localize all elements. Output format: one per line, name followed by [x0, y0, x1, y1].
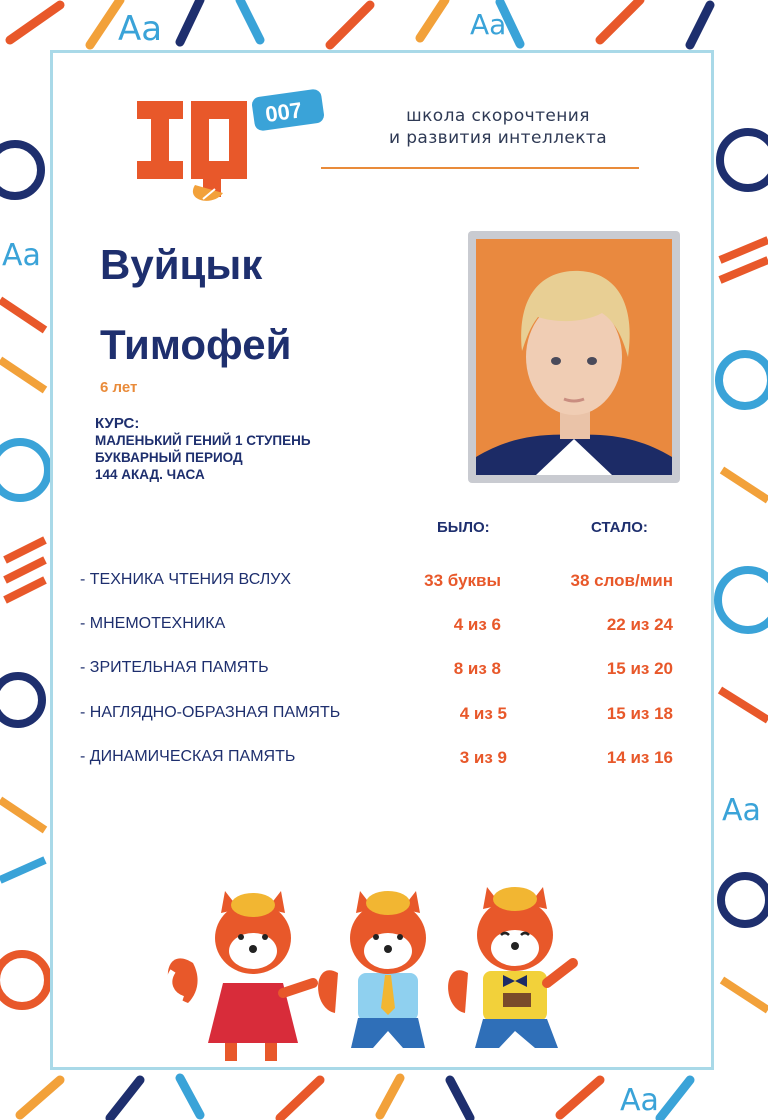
course-line-1: МАЛЕНЬКИЙ ГЕНИЙ 1 СТУПЕНЬ: [95, 433, 311, 448]
result-row-label: - ДИНАМИЧЕСКАЯ ПАМЯТЬ: [80, 748, 296, 765]
result-row-label: - МНЕМОТЕХНИКА: [80, 615, 226, 632]
result-after-value: 38 слов/мин: [570, 571, 673, 590]
fox-mascots-illustration: [163, 843, 583, 1063]
fox-boy-mascot-books: [448, 887, 573, 1048]
logo-badge-text: 007: [263, 97, 304, 128]
result-before-value: 4 из 5: [459, 704, 507, 723]
student-photo: [476, 239, 672, 475]
result-before-value: 3 из 9: [459, 748, 507, 767]
aa-letters-icon: Aa: [118, 9, 163, 49]
result-row-label: - ТЕХНИКА ЧТЕНИЯ ВСЛУХ: [80, 571, 292, 588]
result-before-value: 4 из 6: [453, 615, 501, 634]
course-label: КУРС:: [95, 415, 140, 432]
result-before-value: 33 буквы: [424, 571, 501, 590]
svg-text:Aa: Aa: [470, 8, 507, 41]
student-age: 6 лет: [100, 379, 138, 396]
certificate-card: [50, 50, 714, 1070]
result-after-value: 15 из 20: [606, 659, 673, 678]
fox-boy-mascot-tie: [318, 891, 426, 1048]
student-last-name: Вуйцык: [100, 241, 263, 288]
tagline: [343, 105, 653, 149]
result-after-value: 14 из 16: [606, 748, 673, 767]
svg-text:Aa: Aa: [2, 238, 41, 273]
result-row-label: - НАГЛЯДНО-ОБРАЗНАЯ ПАМЯТЬ: [80, 704, 341, 721]
school-logo: [125, 89, 335, 209]
column-after-header: СТАЛО:: [591, 519, 648, 536]
course-line-3: 144 АКАД. ЧАСА: [95, 467, 205, 482]
tagline-line-1: школа скорочтения: [406, 106, 590, 126]
tagline-line-2: и развития интеллекта: [388, 128, 608, 148]
svg-text:Aa: Aa: [722, 793, 761, 828]
course-line-2: БУКВАРНЫЙ ПЕРИОД: [95, 450, 243, 465]
result-before-value: 8 из 8: [453, 659, 501, 678]
fox-girl-mascot: [168, 891, 313, 1061]
course-info: [95, 415, 311, 483]
column-before-header: БЫЛО:: [437, 519, 490, 536]
result-row-label: - ЗРИТЕЛЬНАЯ ПАМЯТЬ: [80, 659, 269, 676]
tagline-divider: [321, 167, 639, 169]
result-after-value: 15 из 18: [606, 704, 673, 723]
student-photo-frame: [468, 231, 680, 483]
result-after-value: 22 из 24: [606, 615, 673, 634]
student-first-name: Тимофей: [100, 321, 292, 368]
svg-text:Aa: Aa: [620, 1083, 659, 1118]
